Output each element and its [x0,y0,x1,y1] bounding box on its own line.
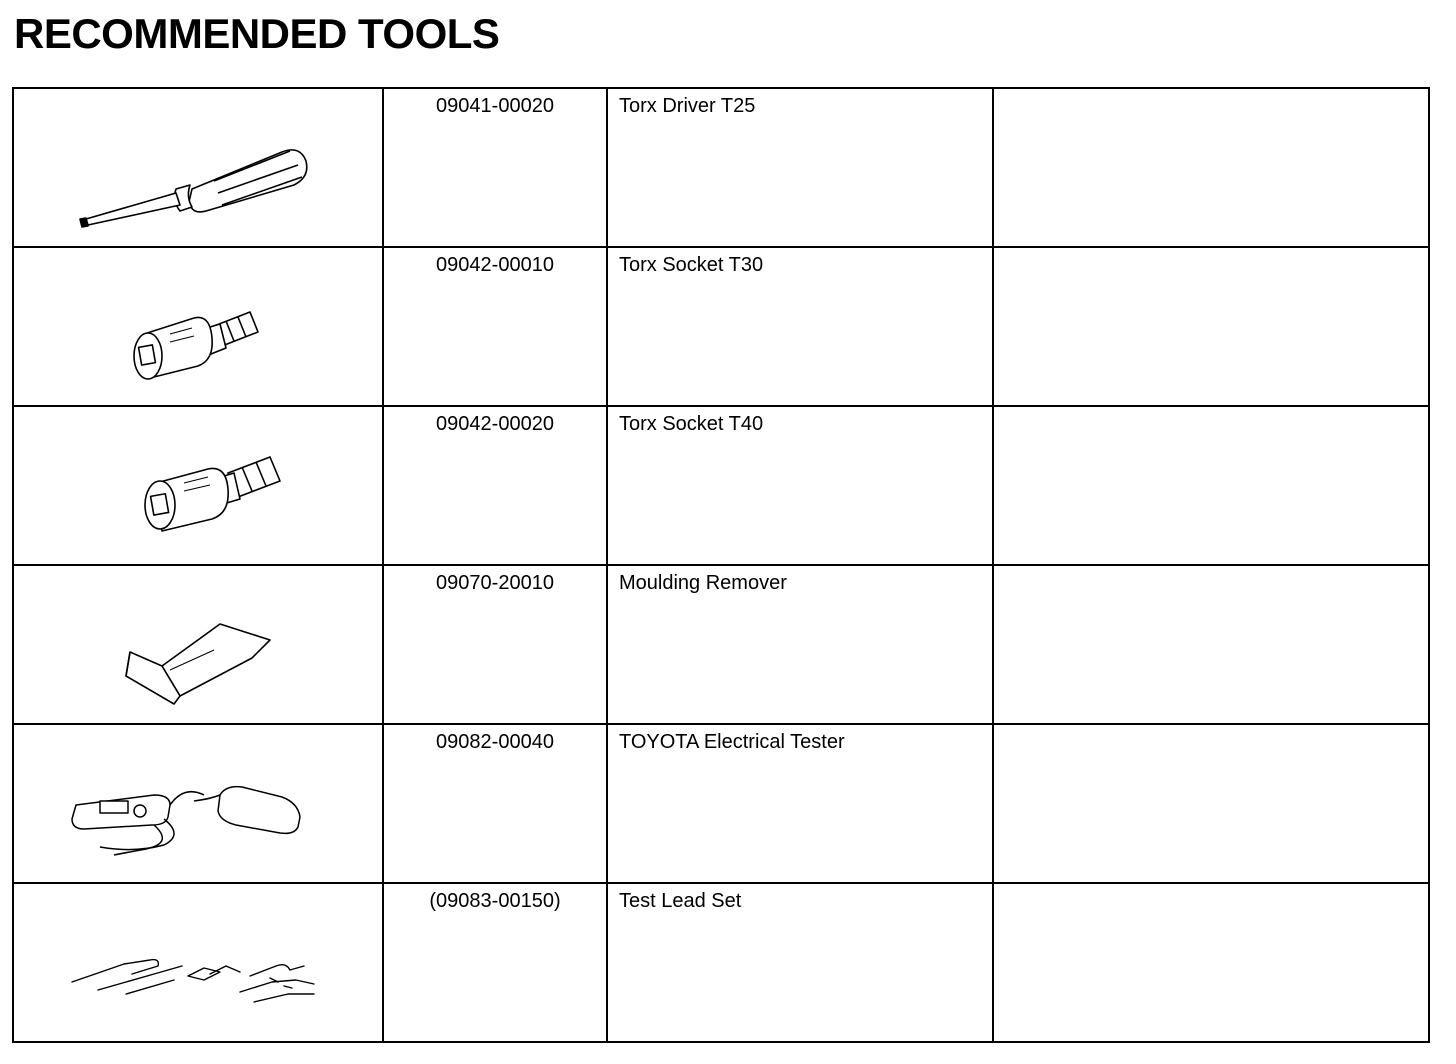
note-cell [993,565,1429,724]
part-number: 09042-00020 [436,413,554,435]
note-cell [993,724,1429,883]
tool-name: Torx Driver T25 [619,95,756,117]
tool-image-cell [13,883,383,1042]
tool-image-cell [13,88,383,247]
part-number-cell [383,883,607,1042]
tool-name: Test Lead Set [619,890,742,912]
tool-name-cell [607,724,993,883]
tool-image-cell [13,565,383,724]
part-number: 09042-00010 [436,254,554,276]
tools-table [12,87,1430,1043]
tool-name-cell [607,406,993,565]
tool-name: Moulding Remover [619,572,787,594]
part-number: 09070-20010 [436,572,554,594]
tool-image-cell [13,724,383,883]
note-cell [993,406,1429,565]
table-row [13,247,1429,406]
tool-name: Torx Socket T40 [619,413,764,435]
tool-image-cell [13,247,383,406]
electrical-tester-icon [14,725,382,882]
part-number: (09083-00150) [429,890,561,912]
note-cell [993,247,1429,406]
part-number-cell [383,406,607,565]
tool-name: TOYOTA Electrical Tester [619,731,845,753]
table-row [13,724,1429,883]
torx-socket-icon [14,248,382,405]
tool-name-cell [607,247,993,406]
tool-name: Torx Socket T30 [619,254,764,276]
tool-name-cell [607,883,993,1042]
part-number-cell [383,247,607,406]
table-row [13,883,1429,1042]
torx-socket-icon [14,407,382,564]
tool-name-cell [607,88,993,247]
part-number-cell [383,724,607,883]
moulding-remover-icon [14,566,382,723]
tool-image-cell [13,406,383,565]
table-row [13,565,1429,724]
torx-driver-icon [14,89,382,246]
part-number: 09041-00020 [436,95,554,117]
page-title: RECOMMENDED TOOLS [14,10,500,57]
test-lead-set-icon [14,884,382,1041]
tool-name-cell [607,565,993,724]
note-cell [993,883,1429,1042]
part-number-cell [383,565,607,724]
note-cell [993,88,1429,247]
table-row [13,406,1429,565]
table-row [13,88,1429,247]
part-number: 09082-00040 [436,731,554,753]
part-number-cell [383,88,607,247]
